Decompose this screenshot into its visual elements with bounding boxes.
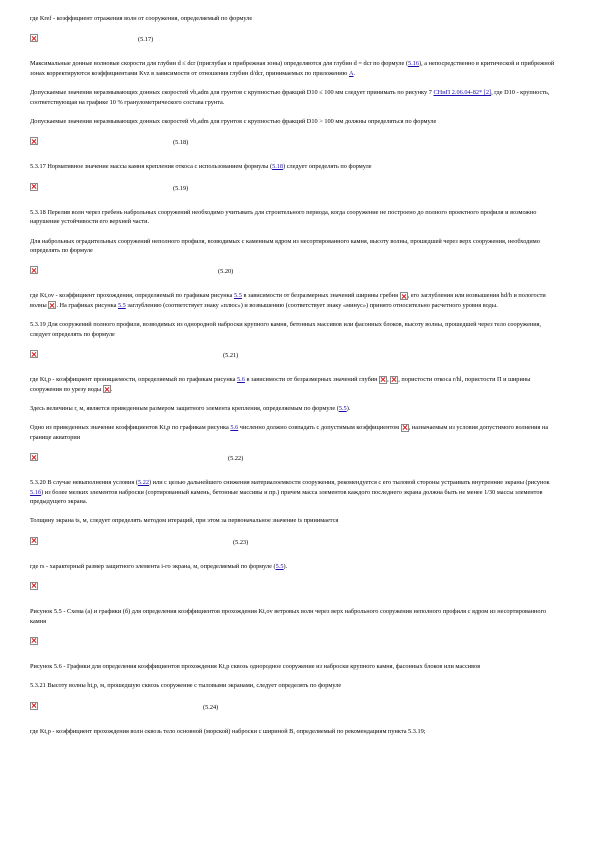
equation-number: (5.24) [203,703,219,711]
formula-link[interactable]: 5.18 [272,163,284,171]
equation-number: (5.22) [228,455,244,463]
equation-number: (5.18) [173,139,189,147]
broken-image-icon [30,637,38,645]
broken-image-icon [30,266,38,274]
formula-link[interactable]: 5.16 [407,60,419,68]
broken-image-icon [103,385,111,393]
broken-image-icon [30,350,38,358]
broken-image-icon [30,537,38,545]
paragraph: Одно из приведенных значение коэффициентов Kt,p по графикам рисунка 5.6 численно должно совпадать с допустимым коэффициентом , назначаемым из условия допустимого волнения на границе акватории [30,424,549,441]
broken-image-icon [30,453,38,461]
equation-number: (5.23) [233,538,249,546]
equation-number: (5.20) [218,268,234,276]
figure-image-row [30,636,560,648]
broken-image-icon [30,34,38,42]
formula-row [30,349,560,361]
paragraph: Максимальные донные волновые скорости для глубин d ≤ dcr (приглубая и прибрежная зоны) определяются для глубин d = dcr по формуле (5.16), а непосредственно в критической и прибрежной зонах корректируются коэффициентами Kvz в зависимости от отношения глубин d/dcr, принимаемых по приложению А. [30,60,555,77]
paragraph: Здесь величины r, м, является приведенным размером защитного элемента крепления, определяемым по формуле (5.5). [30,404,351,412]
figure-link[interactable]: 5.5 [117,301,126,309]
figure-link[interactable]: 5.6 [237,376,245,384]
formula-row [30,265,560,277]
formula-row [30,452,560,464]
broken-image-icon [401,424,409,432]
appendix-link[interactable]: А [348,69,354,77]
figure-caption: Рисунок 5.6 - Графики для определения коэффициентов прохождения Kt,p сквозь однородное сооружение из наброски крупного камня, фасонных блоков или массивов [30,662,481,670]
broken-image-icon [30,137,38,145]
formula-link[interactable]: 5.5 [275,562,284,570]
broken-image-icon [48,301,56,309]
broken-image-icon [30,582,38,590]
paragraph: 5.3.17 Нормативное значение массы камня крепления откоса с использованием формулы (5.18) следует определять по формуле [30,163,372,171]
figure-link[interactable]: 5.1б [30,488,42,496]
paragraph: Толщину экрана ts, м, следует определять методом итераций, при этом за первоначальное значение ts принимается [30,517,339,525]
paragraph: где rs - характерный размер защитного элемента i-го экрана, м, определяемый по формуле (5.5). [30,562,288,570]
document-page [30,14,560,746]
broken-image-icon [400,292,408,300]
snip-link[interactable]: СНиП 2.06.04-82* [2] [433,89,492,97]
paragraph: где Kt,p - коэффициент проницаемости, определяемый по графикам рисунка 5.6 в зависимости от безразмерных значений глубин , , пористости откоса r/hl, пористости П и ширины сооружения по урезу воды . [30,376,531,393]
equation-number: (5.17) [138,36,154,44]
formula-row [30,182,560,194]
figure-image-row [30,581,560,593]
broken-image-icon [390,376,398,384]
formula-row [30,136,560,148]
paragraph: Допускаемые значения неразмывающих донных скоростей vb,adm для грунтов с крупностью фракций D10 ≤ 100 мм следует принимать по рисунку 7 СНиП 2.06.04-82* [2], где D10 - крупность, соответствующая на графике 10 % гранулометрического состава грунта. [30,89,550,106]
figure-link[interactable]: 5.5 [234,292,242,300]
equation-number: (5.19) [173,184,189,192]
broken-image-icon [379,376,387,384]
formula-link[interactable]: 5.5 [338,404,347,412]
paragraph: Для наброльных оградительных сооружений неполного профиля, возводимых с каменным ядром из несортированного камня, высоту волны, прошедшей через верх сооружения, необходимо определять по формуле [30,237,540,255]
formula-row [30,536,560,548]
figure-link[interactable]: 5.6 [230,424,239,432]
paragraph: 5.3.21 Высоту волны ht,p, м, прошедшую сквозь сооружение с тыловыми экранами, следует определять по формуле [30,682,342,690]
paragraph: где Kt,ov - коэффициент прохождения, определяемый по графикам рисунка 5.5 в зависимости от безразмерных значений ширины гребня , его заглубления или возвышения hd/h и пологости волны . На графиках рисунка 5.5 заглублению (соответствует знаку «плюс») и возвышению (соответствует знаку «минус») принято относительно расчетного уровня воды. [30,292,546,309]
paragraph: 5.3.20 В случае невыполнения условия (5.22) или с целью дальнейшего снижения материалоемкости сооружения, рекомендуется с его тыловой стороны устраивать внутренние экраны (рисунок 5.1б) из более мелких элементов наброски (сортированный камень, бетонные массивы и пр.) причем масса элементов каждого последнего экрана должна быть не менее 1/30 массы элементов предыдущего экрана. [30,479,550,505]
broken-image-icon [30,183,38,191]
equation-number: (5.21) [223,352,239,360]
paragraph: 5.3.18 Перелив волн через гребень наброльных сооружений необходимо учитывать для строительного периода, когда сооружение не построено до полного проектного профиля и возможно нарушение устойчивости его верхней части. [30,208,537,226]
formula-row [30,33,560,45]
formula-row [30,701,560,713]
paragraph: 5.3.19 Для сооружений полного профиля, возводимых из однородной наброски крупного камня, бетонных массивов или фасонных блоков, высоту волны, прошедшей через тело сооружения, следует определять по формуле [30,321,542,338]
broken-image-icon [30,702,38,710]
figure-caption: Рисунок 5.5 - Схема (а) и графики (б) для определения коэффициентов прохождения Kt,ov ветровых волн через верх наброльного сооружения неполного профиля с ядром из несортированного камня [30,608,547,625]
paragraph: где Kref - коэффициент отражения волн от сооружения, определяемый по формуле [30,15,253,22]
paragraph: Допускаемые значения неразмывающих донных скоростей vb,adm для грунтов с крупностью фракций D10 > 100 мм должны определяться по формуле [30,118,437,126]
paragraph: где Kt,p - коэффициент прохождения волн сквозь тело основной (морской) наброски с шириной B, определяемый по рекомендациям пункта 5.3.19; [30,727,426,735]
formula-link[interactable]: 5.22 [137,479,150,487]
